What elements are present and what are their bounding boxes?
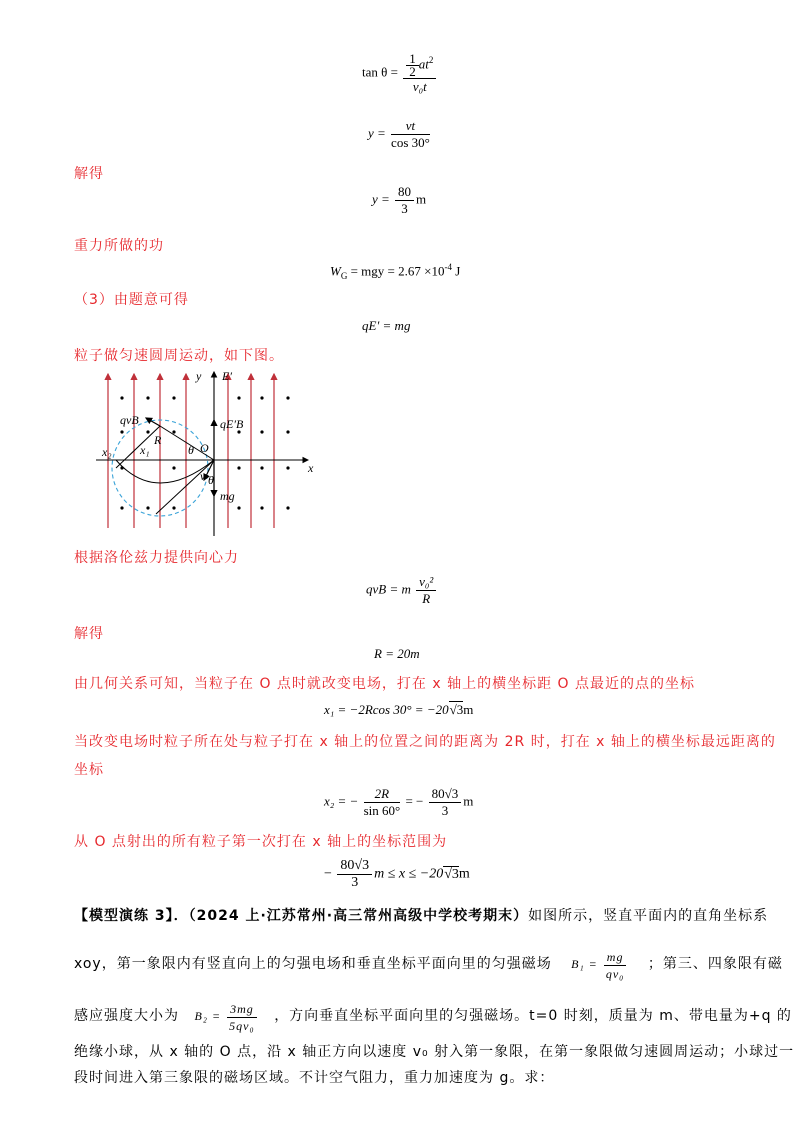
label-lorentz: 根据洛伦兹力提供向心力 bbox=[74, 550, 239, 566]
eq-work-gravity: $W_G$ = mgy = $2.67 \times 10^{-4}$ J bbox=[330, 262, 461, 281]
eq-r-value: R = 20m bbox=[374, 646, 420, 661]
eq-tan-theta: tan θ = $\frac{1}{2}$ $at^2$ v₀t bbox=[362, 52, 438, 95]
fig-label-theta-2: θ bbox=[208, 473, 214, 487]
label-circular-motion: 粒子做匀速圆周运动，如下图。 bbox=[74, 348, 284, 364]
problem-source: ．（2024 上·江苏常州·高三常州高级中学校考期末） bbox=[173, 908, 529, 924]
problem-line-4: 绝缘小球，从 x 轴的 O 点，沿 x 轴正方向以速度 v₀ 射入第一象限，在第一象限做匀速圆周运动；小球过一 bbox=[74, 1044, 795, 1060]
label-part-3: （3）由题意可得 bbox=[74, 292, 189, 308]
problem-tag: 【模型演练 3】 bbox=[74, 908, 174, 924]
problem-line-5: 段时间进入第三象限的磁场区域。不计空气阻力，重力加速度为 g。求： bbox=[74, 1070, 555, 1086]
eq-x1: x₁ = −2Rcos 30° = −20√3m bbox=[324, 702, 474, 717]
eq-qe-mg: qE′ = mg bbox=[362, 318, 411, 333]
label-coordinate: 坐标 bbox=[74, 762, 104, 778]
eq-x2: x₂ = − $\frac{2R}{\sin 60^\circ}$ = − $\frac{80√3}{3}$ m bbox=[324, 786, 474, 818]
fig-label-y: y bbox=[196, 369, 202, 383]
fig-label-x2: x₂ bbox=[102, 445, 112, 459]
field-diagram bbox=[96, 368, 326, 538]
fig-label-mg: mg bbox=[220, 489, 235, 503]
eq-y-value: y = $\frac{80}{3}$ m bbox=[372, 184, 427, 216]
label-geometry: 由几何关系可知，当粒子在 O 点时就改变电场，打在 x 轴上的横坐标距 O 点最近的点的坐标 bbox=[74, 676, 696, 692]
fig-label-x1: x₁ bbox=[140, 443, 150, 457]
fig-label-v: v bbox=[200, 469, 206, 483]
fig-label-R: R bbox=[154, 433, 162, 447]
label-gravity-work: 重力所做的功 bbox=[74, 238, 164, 254]
fig-label-theta-1: θ bbox=[188, 443, 194, 457]
problem-line-3: 感应强度大小为 B₂ = $\frac{3mg}{\text{5qv₀}}$ ，方向垂直坐标平面向里的匀强磁场。t=0 时刻，质量为 m、带电量为+q 的 bbox=[74, 1001, 792, 1033]
fig-label-qvB: qvB bbox=[120, 413, 139, 427]
fig-label-O: O bbox=[200, 441, 209, 455]
problem-line-2: xoy，第一象限内有竖直向上的匀强电场和垂直坐标平面向里的匀强磁场 B₁ = $\frac{mg}{\text{qv₀}}$ ；第三、四象限有磁 bbox=[74, 949, 783, 981]
fig-label-x: x bbox=[308, 461, 314, 475]
label-range-intro: 从 O 点射出的所有粒子第一次打在 x 轴上的坐标范围为 bbox=[74, 834, 448, 850]
eq-range: − $\frac{80√3}{3}$ m ≤ x ≤ −20√3m bbox=[324, 858, 470, 890]
problem-heading bbox=[74, 906, 768, 926]
problem-line-1: 如图所示，竖直平面内的直角坐标系 bbox=[528, 908, 769, 924]
eq-qvb: qvB = m $\frac{\text{v₀²}}{R}$ bbox=[366, 574, 438, 607]
eq-y-vt: y = $\frac{vt}{\cos 30^\circ}$ bbox=[368, 118, 430, 150]
fig-label-E: E′ bbox=[222, 369, 232, 383]
label-jiede-2: 解得 bbox=[74, 626, 104, 642]
fig-label-qEB: qE′B bbox=[220, 417, 244, 431]
label-jiede-1: 解得 bbox=[74, 166, 104, 182]
label-change-field: 当改变电场时粒子所在处与粒子打在 x 轴上的位置之间的距离为 2R 时，打在 x 轴上的横坐标最远距离的 bbox=[74, 734, 776, 750]
